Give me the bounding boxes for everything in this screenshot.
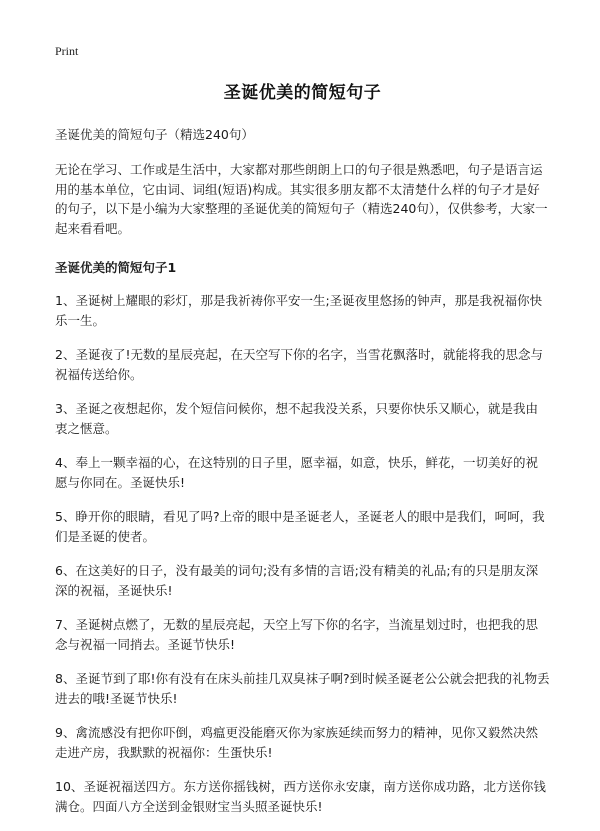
print-link[interactable]: Print: [55, 44, 79, 58]
list-item: 5、睁开你的眼睛，看见了吗?上帝的眼中是圣诞老人，圣诞老人的眼中是我们，呵呵，我们是圣诞的使者。: [55, 509, 545, 544]
subtitle: 圣诞优美的简短句子（精选240句）: [55, 127, 254, 142]
list-item: 2、圣诞夜了!无数的星辰亮起，在天空写下你的名字，当雪花飘落时，就能将我的思念与祝福传送给你。: [55, 347, 543, 382]
document-body: [55, 78, 550, 831]
list-item: 9、禽流感没有把你吓倒，鸡瘟更没能磨灭你为家族延续而努力的精神，见你又毅然决然走进产房，我默默的祝福你：生蛋快乐!: [55, 725, 538, 760]
list-item: 4、奉上一颗幸福的心，在这特别的日子里，愿幸福，如意，快乐，鲜花，一切美好的祝愿与你同在。圣诞快乐!: [55, 455, 538, 490]
list-item: 3、圣诞之夜想起你，发个短信问候你，想不起我没关系，只要你快乐又顺心，就是我由衷之惬意。: [55, 401, 538, 436]
intro-paragraph: 无论在学习、工作或是生活中，大家都对那些朗朗上口的句子很是熟悉吧，句子是语言运用的基本单位，它由词、词组(短语)构成。其实很多朋友都不太清楚什么样的句子才是好的句子，以下是小编为大家整理的圣诞优美的简短句子（精选240句），仅供参考，大家一起来看看吧。: [55, 162, 548, 236]
list-item: 10、圣诞祝福送四方。东方送你摇钱树，西方送你永安康，南方送你成功路，北方送你钱满仓。四面八方全送到金银财宝当头照圣诞快乐!: [55, 779, 546, 814]
section-heading: 圣诞优美的简短句子1: [55, 260, 177, 275]
list-item: 6、在这美好的日子，没有最美的词句;没有多情的言语;没有精美的礼品;有的只是朋友深深的祝福，圣诞快乐!: [55, 563, 539, 598]
page-title: 圣诞优美的简短句子: [223, 83, 382, 103]
list-item: 7、圣诞树点燃了，无数的星辰亮起，天空上写下你的名字，当流星划过时，也把我的思念与祝福一同捎去。圣诞节快乐!: [55, 617, 538, 652]
list-item: 8、圣诞节到了耶!你有没有在床头前挂几双臭袜子啊?到时候圣诞老公公就会把我的礼物丢进去的哦!圣诞节快乐!: [55, 671, 550, 706]
list-item: 1、圣诞树上耀眼的彩灯，那是我祈祷你平安一生;圣诞夜里悠扬的钟声，那是我祝福你快乐一生。: [55, 293, 543, 328]
